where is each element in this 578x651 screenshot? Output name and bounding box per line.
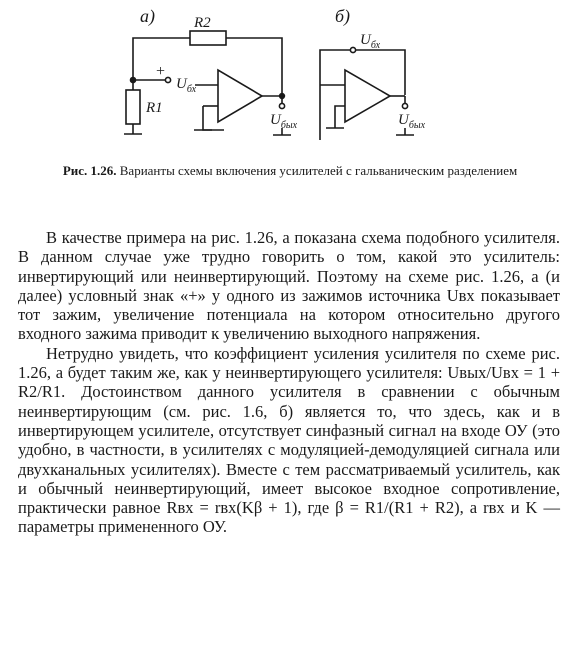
resistor-r1-label: R1 <box>146 100 163 116</box>
label-a: а) <box>140 6 155 26</box>
paragraph-2: Нетрудно увидеть, что коэффициент усиления усилителя по схеме рис. 1.26, а будет таким же, как у неинвертирующего усилителя: Uвых/Uвх = 1 + R2/R1. Достоинством данного усилителя в сравнении с обычным неинвертирующим (см. рис. 1.6, б) является то, что здесь, как и в инвертирующем усилителе, отсутствует синфазный сигнал на входе ОУ (это удобно, в частности, в усилителях с модуляцией-демодуляцией сигнала или двухканальных усилителях). Вместе с тем рассматриваемый усилитель, как и обычный неинвертирующий, имеет высокое входное сопротивление, практически равное Rвх = rвх(Kβ + 1), где β = R1/(R1 + R2), а rвх и K — параметры примененного ОУ. <box>18 343 560 537</box>
label-b: б) <box>335 6 351 26</box>
caption-label: Рис. 1.26. <box>62 163 117 178</box>
output-terminal-a <box>279 103 284 108</box>
caption-text: Варианты схемы включения усилителей с гальваническим разделением <box>119 163 518 178</box>
u-in-a: $U_{бх}$ <box>176 76 197 95</box>
paragraph-1: В качестве примера на рис. 1.26, а показана схема подобного усилителя. В данном случае уже трудно говорить о том, какой это усилитель: инвертирующий или неинвертирующий. Поэтому на схеме рис. 1.26, а (и далее) условный знак «+» у одного из зажимов источника Uвх показывает тот зажим, увеличение потенциала на котором относительно другого входного зажима приводит к увеличению выходного напряжения. <box>18 228 560 344</box>
u-in-b: $U_{бх}$ <box>360 32 381 51</box>
input-terminal-b <box>350 47 355 52</box>
feedback-wire <box>133 38 190 48</box>
resistor-r2-label: R2 <box>194 15 211 31</box>
output-terminal-b <box>402 103 407 108</box>
input-terminal-a <box>165 77 170 82</box>
u-out-b: $U_{бых}$ <box>398 112 426 131</box>
body-text <box>18 228 560 537</box>
figure-caption <box>20 162 560 179</box>
u-out-a: $U_{бых}$ <box>270 112 298 131</box>
opamp-noninv-wire-b <box>335 106 345 128</box>
plus-sign: + <box>156 63 166 80</box>
circuit-b <box>320 6 426 140</box>
resistor-r1 <box>126 90 140 124</box>
resistor-r2 <box>190 31 226 45</box>
opamp-b <box>345 70 390 122</box>
opamp-a <box>218 70 262 122</box>
circuit-diagram <box>0 0 578 150</box>
circuit-figure <box>0 0 578 150</box>
circuit-a <box>124 6 298 135</box>
